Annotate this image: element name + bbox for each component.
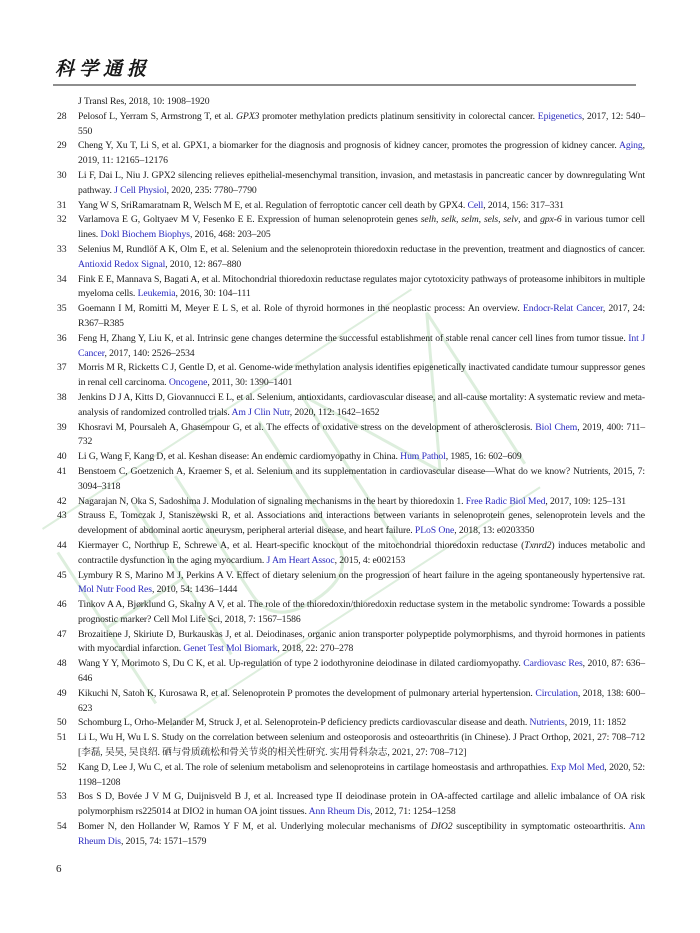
reference-text: , (498, 214, 504, 226)
journal-link[interactable]: Circulation (535, 687, 578, 699)
reference-item (57, 450, 645, 465)
reference-text: , 2017, 109: 125–131 (545, 495, 627, 507)
journal-link[interactable]: Ann Rheum Dis (78, 821, 645, 847)
reference-number: 31 (57, 199, 67, 211)
reference-text: Kang D, Lee J, Wu C, et al. The role of selenium metabolism and selenoproteins in cartilage homeostasis and arthropathies. (78, 761, 551, 773)
reference-text: , 2018, 138: 600–623 (78, 687, 646, 714)
reference-text: , (435, 214, 442, 226)
reference-item (57, 687, 645, 717)
reference-text: Wang Y Y, Morimoto S, Du C K, et al. Up-regulation of type 2 iodothyronine deiodinase in dilated cardiomyopathy. (78, 658, 524, 670)
journal-link[interactable]: Cell (467, 199, 484, 211)
reference-item (57, 302, 645, 332)
reference-number: 37 (57, 362, 67, 374)
gene-name-italic: selv (503, 214, 519, 226)
reference-item (57, 110, 645, 140)
journal-link[interactable]: Free Radic Biol Med (465, 495, 546, 507)
reference-text: Lymbury R S, Marino M J, Perkins A V. Effect of dietary selenium on the progression of heart failure in the ageing spontaneously hypertensive rat. (78, 569, 645, 581)
journal-link[interactable]: Am J Clin Nutr (231, 406, 290, 418)
reference-item (57, 421, 645, 451)
journal-link[interactable]: Biol Chem (535, 421, 578, 433)
reference-text: Goemann I M, Romitti M, Meyer E L S, et al. Role of thyroid hormones in the neoplastic process: An overview. (78, 303, 523, 315)
reference-text: Schomburg L, Orho-Melander M, Struck J, et al. Selenoprotein-P deficiency predicts cardiovascular disease and death. (78, 717, 530, 729)
reference-text: , 2019, 400: 711–732 (78, 421, 645, 448)
journal-link[interactable]: Dokl Biochem Biophys (100, 229, 190, 241)
reference-text: in various tumor cell lines. (78, 214, 645, 241)
reference-text: Kiermayer C, Northrup E, Schrewe A, et al. Heart-specific knockout of the mitochondrial thioredoxin reductase ( (78, 539, 525, 551)
gene-name-italic: Txnrd2 (524, 539, 552, 551)
reference-text: Bomer N, den Hollander W, Ramos Y F M, et al. Underlying molecular mechanisms of (78, 821, 431, 833)
reference-text: susceptibility in symptomatic osteoarthritis. (452, 821, 629, 833)
reference-text: Brozaitiene J, Skiriute D, Burkauskas J, et al. Deiodinases, organic anion transporter polypeptide polymorphisms, and thyroid hormones in patients with myocardial infarction. (78, 628, 645, 655)
reference-text: , 2015, 74: 1571–1579 (120, 835, 207, 847)
reference-item (57, 509, 645, 539)
reference-item (57, 273, 645, 303)
reference-text: Khosravi M, Poursaleh A, Ghasempour G, et al. The effects of oxidative stress on the development of atherosclerosis. (78, 421, 536, 433)
reference-number: 38 (57, 391, 67, 403)
journal-link[interactable]: Ann Rheum Dis (308, 806, 371, 818)
reference-item (57, 628, 645, 658)
journal-link[interactable]: Genet Test Mol Biomark (183, 643, 278, 655)
reference-item (57, 139, 645, 169)
reference-number: 46 (57, 599, 67, 611)
reference-text: Varlamova E G, Goltyaev M V, Fesenko E E. Expression of human selenoprotein genes (78, 214, 421, 226)
reference-item (57, 716, 645, 731)
journal-link[interactable]: Exp Mol Med (550, 761, 605, 773)
reference-item (57, 657, 645, 687)
reference-text: , 2019, 11: 12165–12176 (78, 140, 645, 167)
reference-text: Li F, Dai L, Niu J. GPX2 silencing relieves epithelial-mesenchymal transition, invasion, and metastasis in pancreatic cancer by downregulating Wnt pathway. (78, 169, 645, 196)
reference-number: 32 (57, 214, 67, 226)
reference-text: , 2018, 13: e0203350 (454, 525, 535, 537)
reference-item (57, 820, 645, 850)
reference-number: 39 (57, 421, 67, 433)
reference-number: 36 (57, 332, 67, 344)
reference-number: 48 (57, 658, 67, 670)
reference-item (57, 598, 645, 628)
reference-number: 42 (57, 495, 67, 507)
reference-number: 33 (57, 243, 67, 255)
reference-number: 47 (57, 628, 67, 640)
reference-number: 50 (57, 717, 67, 729)
reference-number: 30 (57, 169, 67, 181)
journal-link[interactable]: Aging (618, 140, 643, 152)
reference-text: Li G, Wang F, Kang D, et al. Keshan disease: An endemic cardiomyopathy in China. (78, 451, 401, 463)
journal-link[interactable]: Cardiovasc Res (523, 658, 583, 670)
reference-text: , 2017, 12: 540–550 (78, 110, 646, 137)
reference-number: 28 (57, 110, 67, 122)
references-list (57, 95, 645, 850)
reference-item (57, 332, 645, 362)
reference-text: , 2020, 112: 1642–1652 (289, 406, 380, 418)
reference-text: Tinkov A A, Bjørklund G, Skalny A V, et al. The role of the thioredoxin/thioredoxin reductase system in the metabolic syndrome: Towards a possible prognostic marker? Cell Mol Life Sci, 2018, 7: 1567–1586 (78, 599, 645, 625)
reference-number: 45 (57, 569, 67, 581)
reference-item (57, 790, 645, 820)
journal-link[interactable]: Int J Cancer (78, 332, 645, 359)
reference-text: Strauss E, Tomczak J, Staniszewski R, et al. Associations and interactions between variants in selenoprotein genes, selenoprotein levels and the development of abdominal aortic aneurysm, peripheral arterial disease, and heart failure. (78, 510, 645, 537)
journal-link[interactable]: Antioxid Redox Signal (78, 258, 166, 270)
journal-link[interactable]: Mol Nutr Food Res (78, 584, 152, 596)
journal-link[interactable]: J Cell Physiol (114, 184, 167, 196)
reference-item (57, 539, 645, 569)
reference-item (57, 391, 645, 421)
reference-number: 35 (57, 303, 67, 315)
reference-text: , 2010, 87: 636–646 (78, 658, 645, 685)
reference-number: 29 (57, 140, 67, 152)
reference-text: , 2016, 468: 203–205 (189, 229, 271, 241)
references-list-items (57, 110, 645, 850)
gene-name-italic: selk (441, 214, 456, 226)
reference-text: ) induces metabolic and contractile dysfunction in the aging myocardium. (78, 539, 646, 566)
journal-link[interactable]: Nutrients (529, 717, 565, 729)
reference-number: 51 (57, 732, 67, 744)
reference-item (57, 465, 645, 495)
reference-item (57, 569, 645, 599)
reference-number: 34 (57, 273, 67, 285)
journal-link[interactable]: Oncogene (168, 377, 208, 389)
reference-text: , 2017, 140: 2526–2534 (104, 347, 195, 359)
gene-name-italic: gpx-6 (540, 214, 562, 226)
reference-item (57, 199, 645, 214)
reference-text: promoter methylation predicts platinum sensitivity in colorectal cancer. (259, 110, 538, 122)
reference-text: Nagarajan N, Oka S, Sadoshima J. Modulation of signaling mechanisms in the heart by thioredoxin 1. (78, 495, 466, 507)
reference-item (57, 731, 645, 761)
reference-number: 44 (57, 539, 67, 551)
reference-text: , 2017, 24: R367–R385 (78, 303, 646, 329)
reference-text: Benstoem C, Goetzenich A, Kraemer S, et al. Selenium and its supplementation in cardiovascular disease—What do we know? Nutrients, 2015, 7: 3094–3118 (78, 465, 645, 492)
journal-link[interactable]: Endocr-Relat Cancer (522, 303, 603, 315)
gene-name-italic: sels (483, 214, 499, 226)
reference-text: , 2011, 30: 1390–1401 (207, 377, 293, 389)
reference-item (57, 243, 645, 273)
reference-text: , (478, 214, 484, 226)
reference-text: , 2019, 11: 1852 (564, 717, 626, 729)
reference-item (57, 169, 645, 199)
gene-name-italic: selm (461, 214, 479, 226)
reference-text: Fink E E, Mannava S, Bagati A, et al. Mitochondrial thioredoxin reductase regulates major cytotoxicity pathways of proteasome inhibitors in multiple myeloma cells. (78, 273, 645, 300)
journal-link[interactable]: PLoS One (414, 525, 455, 537)
reference-text: , 2010, 12: 867–880 (165, 258, 242, 270)
reference-text: , and (518, 214, 541, 226)
journal-link[interactable]: Epigenetics (537, 110, 582, 122)
journal-link[interactable]: Leukemia (137, 288, 176, 300)
reference-text: Morris M R, Ricketts C J, Gentle D, et al. Genome-wide methylation analysis identifies epigenetically inactivated candidate tumour suppressor genes in renal cell carcinoma. (78, 362, 645, 389)
reference-text: , 2018, 22: 270–278 (277, 643, 354, 655)
reference-text: , 2012, 71: 1254–1258 (370, 806, 456, 818)
reference-text: Bos S D, Bovée J V M G, Duijnisveld B J, et al. Increased type II deiodinase protein in OA-affected cartilage and allelic imbalance of OA risk polymorphism rs225014 at DIO2 in human OA joint tissues. (78, 791, 645, 818)
reference-item (57, 495, 645, 510)
journal-link[interactable]: J Am Heart Assoc (266, 554, 335, 566)
reference-text: , 2020, 52: 1198–1208 (78, 761, 645, 788)
reference-text: , 1985, 16: 602–609 (445, 451, 522, 463)
reference-text: Pelosof L, Yerram S, Armstrong T, et al. (78, 110, 237, 122)
gene-name-italic: GPX3 (236, 110, 260, 122)
journal-link[interactable]: Hum Pathol (400, 451, 446, 463)
reference-number: 43 (57, 510, 67, 522)
reference-number: 54 (57, 821, 67, 833)
reference-text: Li L, Wu H, Wu L S. Study on the correlation between selenium and osteoporosis and osteoarthritis (in Chinese). J Pract Orthop, 2021, 27: 708–712 [李磊, 吴昊, 吴良绍. 硒与骨质疏松和骨关节炎的相关性研究. 实用骨科杂志, 2021, 27: 708–712] (78, 732, 645, 759)
reference-text: , 2020, 235: 7780–7790 (166, 184, 257, 196)
reference-number: 40 (57, 451, 67, 463)
reference-text: , 2010, 54: 1436–1444 (151, 584, 238, 596)
gene-name-italic: DIO2 (430, 821, 453, 833)
reference-number: 52 (57, 761, 67, 773)
header-rule (53, 84, 636, 86)
reference-carryover-line: J Transl Res, 2018, 10: 1908–1920 (78, 96, 210, 107)
reference-item (57, 361, 645, 391)
reference-number: 41 (57, 465, 67, 477)
reference-text: , (455, 214, 462, 226)
journal-logo: 科学通报 (55, 59, 152, 80)
reference-text: , 2014, 156: 317–331 (483, 199, 564, 211)
reference-text: Jenkins D J A, Kitts D, Giovannucci E L, et al. Selenium, antioxidants, cardiovascular disease, and all-cause mortality: A systematic review and meta-analysis of randomized controlled trials. (78, 391, 645, 418)
reference-text: Cheng Y, Xu T, Li S, et al. GPX1, a biomarker for the diagnosis and prognosis of kidney cancer, promotes the progression of kidney cancer. (78, 140, 619, 152)
reference-number: 49 (57, 687, 67, 699)
reference-text: , 2016, 30: 104–111 (175, 288, 251, 300)
reference-text: Selenius M, Rundlöf A K, Olm E, et al. Selenium and the selenoprotein thioredoxin reductase in the prevention, treatment and diagnostics of cancer. (78, 243, 645, 255)
reference-text: Kikuchi N, Satoh K, Kurosawa R, et al. Selenoprotein P promotes the development of pulmonary arterial hypertension. (78, 687, 536, 699)
page-number: 6 (56, 863, 62, 875)
reference-text: Feng H, Zhang Y, Liu K, et al. Intrinsic gene changes determine the successful establishment of stable renal cancer cell lines from tumor tissue. (78, 332, 629, 344)
reference-text: Yang W S, SriRamaratnam R, Welsch M E, et al. Regulation of ferroptotic cancer cell death by GPX4. (78, 199, 468, 211)
reference-number: 53 (57, 791, 67, 803)
reference-text: , 2015, 4: e002153 (334, 554, 406, 566)
gene-name-italic: selh (420, 214, 436, 226)
reference-item (57, 213, 645, 243)
reference-item (57, 761, 645, 791)
